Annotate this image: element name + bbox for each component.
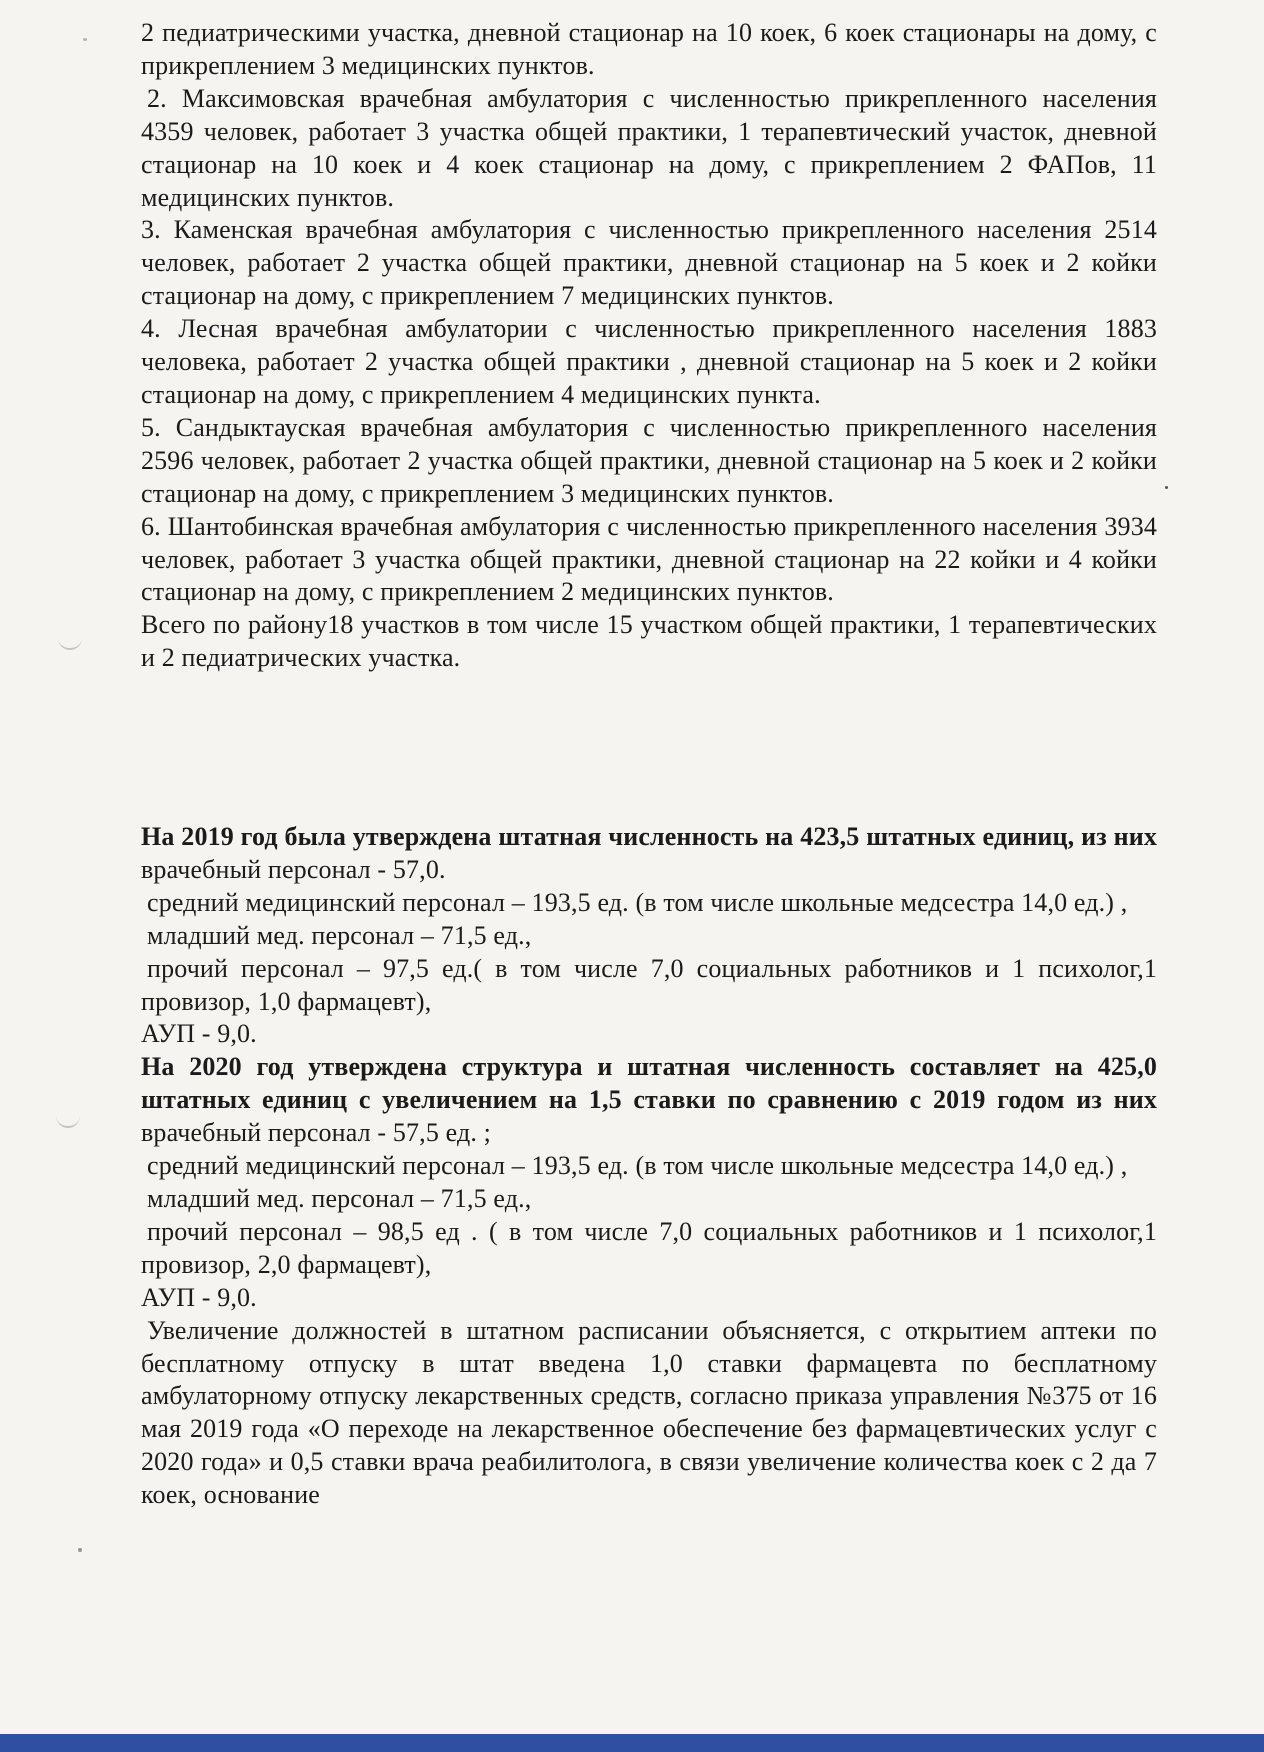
staffing-section [141,821,1157,1512]
paragraph-continuation: 2 педиатрическими участка, дневной стационар на 10 коек, 6 коек стационары на дому, с прикреплением 3 медицинских пунктов. [141,18,1157,80]
paragraph-sandyktauskaya: 5. Сандыктауская врачебная амбулатория с численностью прикрепленного населения 2596 человек, работает 2 участка общей практики, дневной стационар на 5 коек и 2 койки стационар на дому, с прикреплением 3 медицинских пунктов. [141,412,1157,508]
staffing-2019-heading-bold: На 2019 год была утверждена штатная численность на 423,5 штатных единиц, из них [141,822,1157,851]
paragraph-district-total: Всего по району18 участков в том числе 15 участком общей практики, 1 терапевтических и 2 педиатрических участка. [141,610,1157,673]
paragraph-shantobinskaya: 6. Шантобинская врачебная амбулатория с численностью прикрепленного населения 3934 человек, работает 3 участка общей практики, дневной стационар на 22 койки и 4 койки стационар на дому, с прикреплением 2 медицинских пунктов. [141,511,1157,607]
staffing-2020-aup: АУП - 9,0. [141,1282,257,1312]
staffing-2019-other-personnel: прочий персонал – 97,5 ед.( в том числе 7,0 социальных работников и 1 психолог,1 провизор, 1,0 фармацевт), [141,953,1157,1016]
scan-speck [1165,486,1168,489]
scan-speck [78,1548,82,1552]
punch-hole-mark [58,634,82,650]
staffing-2020-doctors: врачебный персонал - 57,5 ед. ; [141,1118,492,1148]
staffing-2020-mid-personnel: средний медицинский персонал – 193,5 ед. (в том числе школьные медсестра 14,0 ед.) , [147,1151,1128,1181]
paragraph-maksimovskaya: 2. Максимовская врачебная амбулатория с численностью прикрепленного населения 4359 человек, работает 3 участка общей практики, 1 терапевтический участок, дневной стационар на 10 коек и 4 коек стационар на дому, с прикреплением 2 ФАПов, 11 медицинских пунктов. [141,83,1157,212]
staffing-2020-heading [141,1051,1157,1150]
staffing-2019-mid-personnel: средний медицинский персонал – 193,5 ед. (в том числе школьные медсестра 14,0 ед.) , [147,887,1128,917]
paragraph-lesnaya: 4. Лесная врачебная амбулатории с численностью прикрепленного населения 1883 человека, работает 2 участка общей практики , дневной стационар на 5 коек и 2 койки стационар на дому, с прикреплением 4 медицинских пункта. [141,314,1157,409]
facilities-list [141,17,1157,675]
staffing-2019-junior-personnel: младший мед. персонал – 71,5 ед., [147,920,532,950]
staffing-2019-doctors: врачебный персонал - 57,0. [141,854,446,884]
staffing-2020-other-personnel: прочий персонал – 98,5 ед . ( в том числе 7,0 социальных работников и 1 психолог,1 провизор, 2,0 фармацевт), [141,1216,1157,1279]
paragraph-kamenskaya: 3. Каменская врачебная амбулатория с численностью прикрепленного населения 2514 человек, работает 2 участка общей практики, дневной стационар на 5 коек и 2 койки стационар на дому, с прикреплением 7 медицинских пунктов. [141,215,1157,311]
scan-speck [83,38,87,41]
punch-hole-mark [56,1112,80,1128]
scanner-edge-strip [0,1734,1264,1752]
staffing-increase-explanation: Увеличение должностей в штатном расписании объясняется, с открытием аптеки по бесплатному отпуску в штат введена 1,0 ставки фармацевта по бесплатному амбулаторному отпуску лекарственных средств, согласно приказа управления №375 от 16 мая 2019 года «О переходе на лекарственное обеспечение без фармацевтических услуг с 2020 года» и 0,5 ставки врача реабилитолога, в связи увеличение количества коек с 2 да 7 коек, основание [141,1315,1157,1510]
staffing-2019-aup: АУП - 9,0. [141,1019,257,1049]
staffing-2020-junior-personnel: младший мед. персонал – 71,5 ед., [147,1183,532,1213]
staffing-2020-heading-bold: На 2020 год утверждена структура и штатная численность составляет на 425,0 штатных единиц с увеличением на 1,5 ставки по сравнению с 2019 годом из них [141,1052,1157,1115]
staffing-2019-heading [141,821,1157,887]
